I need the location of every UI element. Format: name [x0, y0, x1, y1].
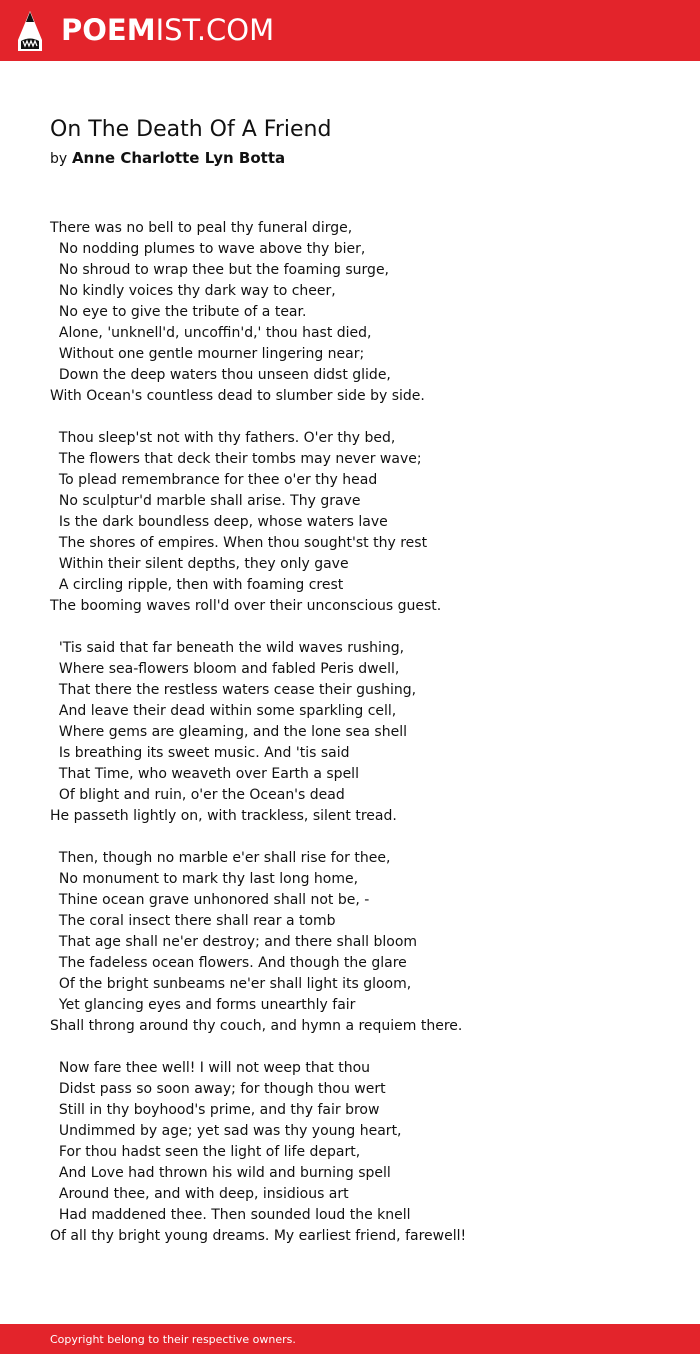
- poem-line: The shores of empires. When thou sought'st thy rest: [50, 535, 428, 551]
- poem-line: Had maddened thee. Then sounded loud the knell: [50, 1207, 411, 1223]
- poem-line: Within their silent depths, they only gave: [50, 556, 349, 572]
- poem-line: Down the deep waters thou unseen didst glide,: [50, 367, 391, 383]
- poem-line: Is the dark boundless deep, whose waters lave: [50, 514, 388, 530]
- by-label: by: [50, 151, 68, 167]
- poem-line: No monument to mark thy last long home,: [50, 871, 359, 887]
- poem-line: And Love had thrown his wild and burning spell: [50, 1165, 391, 1181]
- poem-line: Of blight and ruin, o'er the Ocean's dead: [50, 787, 345, 803]
- copyright-text: Copyright belong to their respective owners.: [50, 1332, 296, 1346]
- pencil-tip-icon: [17, 10, 43, 52]
- poem-line: No eye to give the tribute of a tear.: [50, 304, 307, 320]
- site-header: [0, 0, 700, 61]
- poem-line: He passeth lightly on, with trackless, silent tread.: [50, 808, 397, 824]
- poem-header: [50, 112, 670, 169]
- poem-line: Alone, 'unknell'd, uncoffin'd,' thou hast died,: [50, 325, 372, 341]
- site-footer: [0, 1324, 700, 1354]
- stanza: [50, 638, 670, 827]
- poem-line: The booming waves roll'd over their unconscious guest.: [50, 598, 442, 614]
- poem-line: Still in thy boyhood's prime, and thy fair brow: [50, 1102, 380, 1118]
- poem-line: For thou hadst seen the light of life depart,: [50, 1144, 361, 1160]
- poem-line: No sculptur'd marble shall arise. Thy grave: [50, 493, 361, 509]
- poem-line: Of the bright sunbeams ne'er shall light its gloom,: [50, 976, 412, 992]
- poem-line: The fadeless ocean flowers. And though the glare: [50, 955, 407, 971]
- poem-line: Is breathing its sweet music. And 'tis said: [50, 745, 350, 761]
- stanza: [50, 848, 670, 1037]
- site-logo[interactable]: [17, 10, 274, 52]
- poem-body: [50, 218, 670, 1268]
- poem-line: Now fare thee well! I will not weep that thou: [50, 1060, 371, 1076]
- poem-line: Shall throng around thy couch, and hymn a requiem there.: [50, 1018, 463, 1034]
- byline: [50, 148, 670, 169]
- poem-line: To plead remembrance for thee o'er thy head: [50, 472, 378, 488]
- poem-line: No kindly voices thy dark way to cheer,: [50, 283, 336, 299]
- poem-line: With Ocean's countless dead to slumber side by side.: [50, 388, 425, 404]
- poem-line: There was no bell to peal thy funeral dirge,: [50, 220, 353, 236]
- stanza: [50, 218, 670, 407]
- poem-line: A circling ripple, then with foaming crest: [50, 577, 344, 593]
- poem-line: Undimmed by age; yet sad was thy young heart,: [50, 1123, 402, 1139]
- poem-line: 'Tis said that far beneath the wild waves rushing,: [50, 640, 405, 656]
- logo-text-bold: POEM: [61, 13, 156, 47]
- logo-text-thin: IST.COM: [155, 13, 275, 47]
- stanza: [50, 1058, 670, 1247]
- logo-text: [61, 13, 275, 47]
- poem-line: No nodding plumes to wave above thy bier,: [50, 241, 366, 257]
- poem-line: Didst pass so soon away; for though thou wert: [50, 1081, 386, 1097]
- poem-title: On The Death Of A Friend: [50, 117, 332, 142]
- poem-line: Around thee, and with deep, insidious art: [50, 1186, 349, 1202]
- author-name: Anne Charlotte Lyn Botta: [71, 149, 286, 167]
- poem-line: Where sea-flowers bloom and fabled Peris dwell,: [50, 661, 400, 677]
- poem-line: Thou sleep'st not with thy fathers. O'er thy bed,: [50, 430, 396, 446]
- poem-line: That Time, who weaveth over Earth a spell: [50, 766, 359, 782]
- poem-line: Thine ocean grave unhonored shall not be, -: [50, 892, 370, 908]
- poem-line: Then, though no marble e'er shall rise for thee,: [50, 850, 391, 866]
- poem-line: The flowers that deck their tombs may never wave;: [50, 451, 422, 467]
- poem-line: Yet glancing eyes and forms unearthly fair: [50, 997, 356, 1013]
- poem-line: No shroud to wrap thee but the foaming surge,: [50, 262, 390, 278]
- stanza: [50, 428, 670, 617]
- poem-line: Where gems are gleaming, and the lone sea shell: [50, 724, 407, 740]
- poem-line: Of all thy bright young dreams. My earliest friend, farewell!: [50, 1228, 467, 1244]
- poem-line: Without one gentle mourner lingering near;: [50, 346, 365, 362]
- poem-line: That age shall ne'er destroy; and there shall bloom: [50, 934, 418, 950]
- poem-line: The coral insect there shall rear a tomb: [50, 913, 336, 929]
- poem-line: That there the restless waters cease their gushing,: [50, 682, 417, 698]
- poem-line: And leave their dead within some sparkling cell,: [50, 703, 397, 719]
